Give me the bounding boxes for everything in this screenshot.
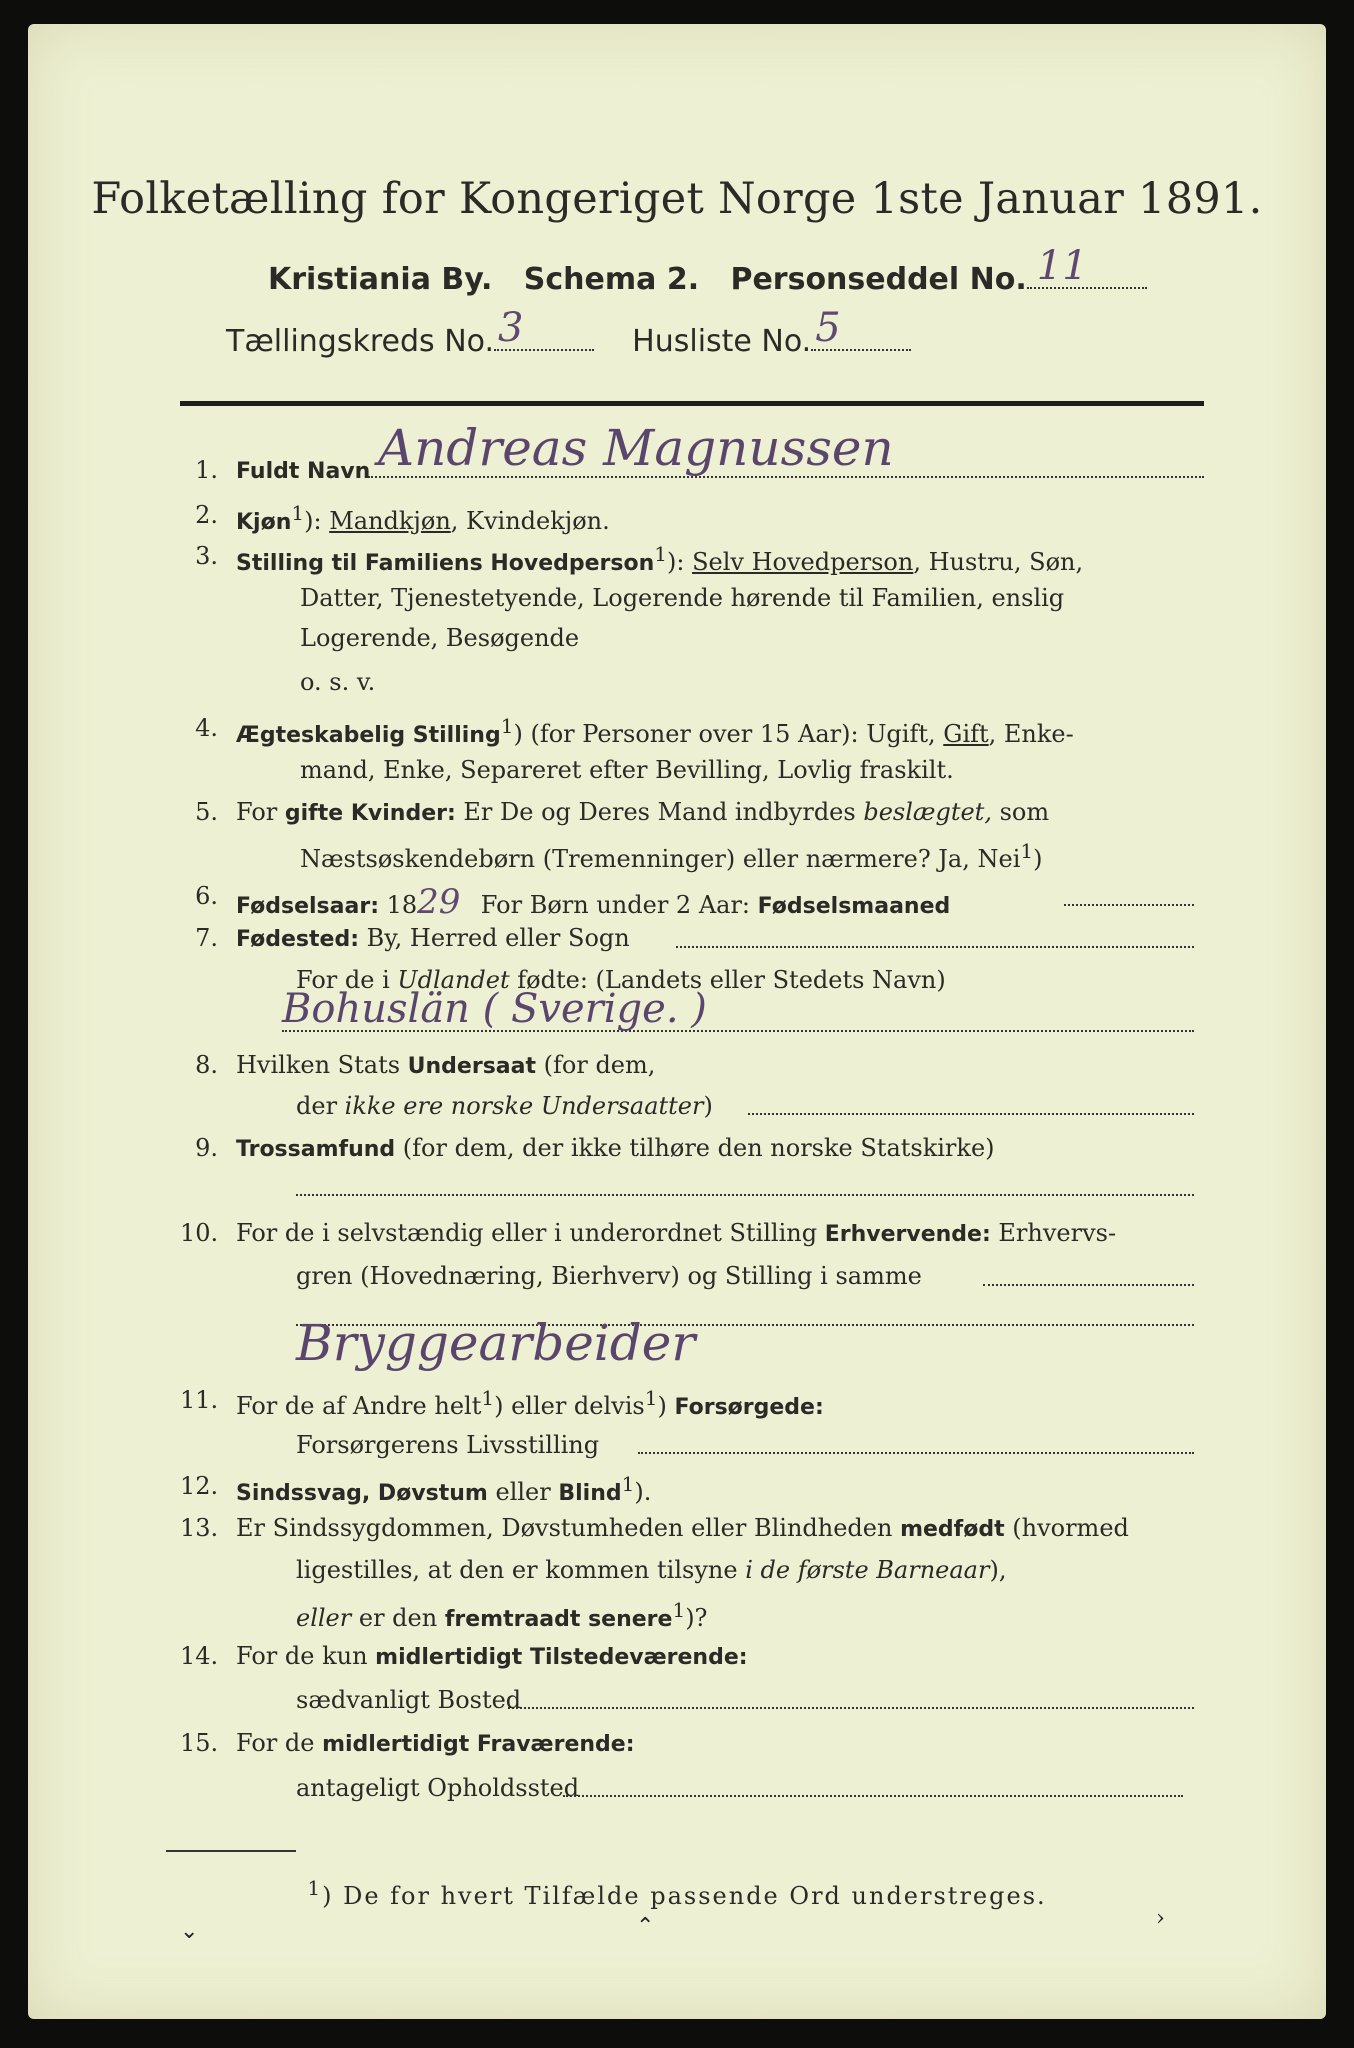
footnote-marker: 1 (644, 1386, 658, 1410)
birthplace-fill-line (676, 946, 1194, 948)
kreds-field (494, 305, 594, 351)
question-text: By, Herred eller Sogn (359, 924, 630, 952)
birth-month-fill-line (1064, 904, 1194, 906)
question-text: For de (236, 1729, 323, 1757)
whereabouts-fill-line (563, 1795, 1183, 1797)
religion-fill-line (296, 1194, 1194, 1196)
footnote-marker: 1 (654, 542, 667, 566)
question-text: For (236, 798, 285, 826)
question-number: 4. (195, 714, 218, 742)
question-text: Logerende, Besøgende (300, 624, 580, 652)
footnote-marker: 1 (307, 1876, 323, 1900)
question-text: ). (634, 1478, 652, 1506)
question-text: Erhvervs- (990, 1219, 1117, 1247)
question-label: Fødselsmaaned (757, 894, 951, 919)
question-text: eller (487, 1478, 559, 1506)
question-text: For Børn under 2 Aar: (473, 891, 758, 919)
question-text: , Enke- (988, 720, 1074, 748)
corner-mark-icon: › (1156, 1906, 1165, 1931)
role-option-selected: Selv Hovedperson (692, 548, 914, 576)
form-kreds-line (226, 305, 911, 359)
birth-year-value: 29 (417, 882, 461, 922)
question-label: midlertidigt Tilstedeværende: (375, 1645, 748, 1670)
question-label: midlertidigt Fraværende: (322, 1732, 635, 1757)
question-text: (for dem, (536, 1051, 656, 1079)
question-number: 10. (180, 1219, 219, 1247)
footnote-marker: 1 (291, 501, 305, 525)
kreds-label: Tællingskreds No. (226, 324, 494, 359)
question-text: (for dem, der ikke tilhøre den norske Statskirke) (395, 1134, 995, 1162)
corner-mark-icon: ⌄ (180, 1919, 199, 1944)
question-text: i de første Barneaar (745, 1556, 990, 1584)
question-number: 15. (180, 1729, 219, 1757)
citizenship-fill-line (748, 1113, 1194, 1115)
question-label: Erhvervende: (824, 1222, 991, 1247)
question-number: 2. (195, 501, 218, 529)
marital-option-selected: Gift (943, 720, 989, 748)
question-label: medfødt (900, 1517, 1005, 1542)
center-mark-icon: ⌃ (636, 1914, 655, 1939)
question-number: 12. (180, 1472, 219, 1500)
question-text: ligestilles, at den er kommen tilsyne (296, 1556, 746, 1584)
sex-option-selected: Mandkjøn (329, 507, 451, 535)
footnote-marker: 1 (500, 714, 514, 738)
question-text: ), (989, 1556, 1007, 1584)
personseddel-label: Personseddel No. (730, 262, 1027, 297)
question-label: fremtraadt senere (444, 1607, 673, 1632)
question-text: , Hustru, Søn, (913, 548, 1084, 576)
residence-fill-line (508, 1707, 1194, 1709)
footnote-marker: 1 (672, 1598, 686, 1622)
question-number: 5. (195, 798, 218, 826)
question-label: Kjøn (236, 510, 292, 535)
question-text: For de i selvstændig eller i underordnet Stilling (236, 1219, 825, 1247)
census-form-sheet (28, 24, 1326, 2019)
question-number: 7. (195, 924, 218, 952)
footnote-text: ) De for hvert Tilfælde passende Ord understreges. (322, 1882, 1047, 1910)
question-text: gren (Hovednæring, Bierhverv) og Stilling i samme (296, 1262, 922, 1290)
question-number: 3. (195, 542, 218, 570)
question-text: som (991, 798, 1050, 826)
question-number: 14. (180, 1642, 219, 1670)
footnote-marker: 1 (621, 1472, 635, 1496)
question-text: ): (666, 548, 693, 576)
birthplace-value: Bohuslän ( Sverige. ) (282, 986, 707, 1032)
full-name-value: Andreas Magnussen (378, 419, 894, 477)
personseddel-field (1027, 243, 1147, 289)
question-label: Fødselsaar: (236, 894, 379, 919)
question-text: Er De og Deres Mand indbyrdes (455, 798, 864, 826)
question-number: 8. (195, 1051, 218, 1079)
question-label: gifte Kvinder: (284, 801, 456, 826)
question-text: )? (685, 1604, 708, 1632)
footnote-marker: 1 (481, 1386, 495, 1410)
question-text: mand, Enke, Separeret efter Bevilling, Lovlig fraskilt. (300, 756, 954, 784)
occupation-value: Bryggearbeider (296, 1314, 696, 1372)
question-text: For de kun (236, 1642, 376, 1670)
question-text: ) (703, 1092, 713, 1120)
question-text: er den (351, 1604, 445, 1632)
question-text: Hvilken Stats (236, 1051, 408, 1079)
question-number: 6. (195, 882, 218, 910)
husliste-label: Husliste No. (632, 324, 812, 359)
question-number: 11. (180, 1386, 219, 1414)
footnote-divider (166, 1850, 296, 1852)
question-text: 18 (379, 891, 418, 919)
question-text: sædvanligt Bosted (296, 1686, 522, 1714)
schema-label: Schema 2. (523, 262, 700, 297)
question-number: 13. (180, 1514, 219, 1542)
header-divider (180, 401, 1204, 406)
question-text: Forsørgerens Livsstilling (296, 1431, 600, 1459)
question-text: ): (304, 507, 330, 535)
city-label: Kristiania By. (268, 262, 493, 297)
question-label: Undersaat (407, 1054, 537, 1079)
occupation-fill-line (983, 1284, 1194, 1286)
question-text: eller (296, 1604, 352, 1632)
form-subtitle-line (268, 243, 1147, 297)
question-label: Sindssvag, Døvstum (236, 1481, 488, 1506)
husliste-field (811, 305, 911, 351)
form-title: Folketælling for Kongeriget Norge 1ste Januar 1891. (91, 174, 1263, 224)
question-label: Stilling til Familiens Hovedperson (236, 551, 655, 576)
question-text: fødte: (Landets eller Stedets Navn) (509, 966, 946, 994)
question-text: Udlandet (397, 966, 510, 994)
question-text: beslægtet, (863, 798, 992, 826)
question-text: ikke ere norske Undersaatter (344, 1092, 704, 1120)
question-text: Er Sindssygdommen, Døvstumheden eller Blindheden (236, 1514, 901, 1542)
question-text: antageligt Opholdssted (296, 1774, 580, 1802)
question-text: ) (1033, 845, 1043, 873)
question-text: der (296, 1092, 345, 1120)
question-text: o. s. v. (300, 668, 376, 696)
provider-fill-line (638, 1452, 1194, 1454)
question-text: Næstsøskendebørn (Tremenninger) eller nærmere? Ja, Nei (300, 845, 1021, 873)
question-label: Fuldt Navn (236, 459, 371, 484)
personseddel-value: 11 (1036, 243, 1088, 289)
question-label: Fødested: (236, 927, 359, 952)
question-text: Datter, Tjenestetyende, Logerende hørende til Familien, enslig (300, 584, 1065, 612)
question-number: 9. (195, 1134, 218, 1162)
footnote-marker: 1 (1020, 839, 1034, 863)
question-label: Forsørgede: (674, 1395, 824, 1420)
question-text: For de af Andre helt (236, 1392, 482, 1420)
husliste-value: 5 (815, 305, 841, 351)
question-number: 1. (195, 456, 218, 484)
question-label: Ægteskabelig Stilling (236, 723, 501, 748)
footnote (28, 1876, 1326, 1910)
question-label: Trossamfund (236, 1137, 396, 1162)
question-text: (hvormed (1004, 1514, 1129, 1542)
question-text: ) eller delvis (494, 1392, 645, 1420)
question-text: For de i (296, 966, 398, 994)
sex-option: , Kvindekjøn. (450, 507, 610, 535)
question-label: Blind (558, 1481, 622, 1506)
question-text: ) (for Personer over 15 Aar): Ugift, (513, 720, 944, 748)
kreds-value: 3 (498, 305, 524, 351)
question-text: ) (657, 1392, 675, 1420)
